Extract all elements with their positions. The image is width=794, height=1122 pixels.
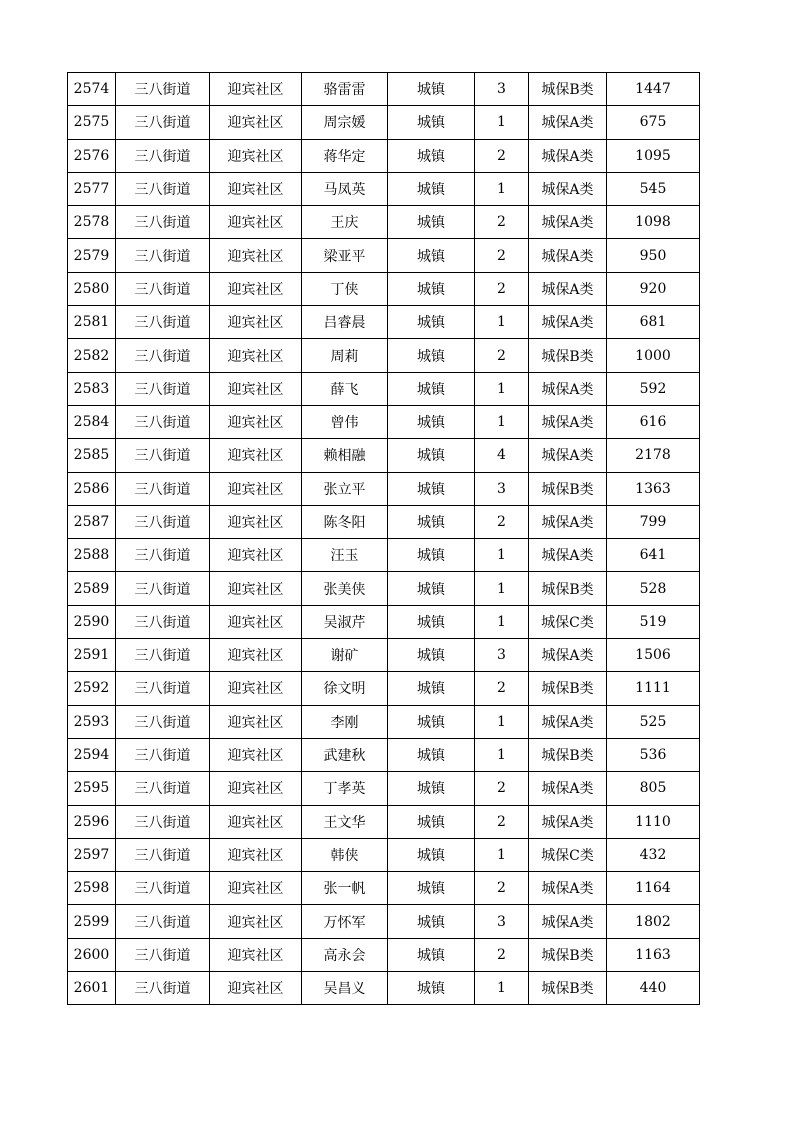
area-type-cell: 城镇 [388,306,475,339]
table-row [68,206,700,239]
amount-cell: 528 [607,572,700,605]
category-cell: 城保B类 [529,472,607,505]
table-row [68,872,700,905]
table-row [68,972,700,1005]
community-cell: 迎宾社区 [210,772,302,805]
category-cell: 城保B类 [529,339,607,372]
community-cell: 迎宾社区 [210,405,302,438]
category-cell: 城保B类 [529,73,607,106]
table-row [68,705,700,738]
household-size-cell: 3 [475,472,529,505]
community-cell: 迎宾社区 [210,872,302,905]
street-cell: 三八街道 [116,705,210,738]
household-size-cell: 2 [475,239,529,272]
table-row [68,239,700,272]
table-row [68,405,700,438]
area-type-cell: 城镇 [388,805,475,838]
row-number-cell: 2597 [68,838,116,871]
street-cell: 三八街道 [116,972,210,1005]
category-cell: 城保A类 [529,306,607,339]
household-size-cell: 2 [475,272,529,305]
area-type-cell: 城镇 [388,106,475,139]
area-type-cell: 城镇 [388,73,475,106]
community-cell: 迎宾社区 [210,306,302,339]
row-number-cell: 2595 [68,772,116,805]
street-cell: 三八街道 [116,206,210,239]
household-size-cell: 1 [475,738,529,771]
name-cell: 王庆 [302,206,388,239]
area-type-cell: 城镇 [388,738,475,771]
household-size-cell: 1 [475,539,529,572]
name-cell: 张美侠 [302,572,388,605]
category-cell: 城保A类 [529,505,607,538]
street-cell: 三八街道 [116,805,210,838]
community-cell: 迎宾社区 [210,472,302,505]
household-size-cell: 1 [475,106,529,139]
amount-cell: 440 [607,972,700,1005]
row-number-cell: 2578 [68,206,116,239]
name-cell: 丁侠 [302,272,388,305]
table-row [68,605,700,638]
name-cell: 汪玉 [302,539,388,572]
category-cell: 城保A类 [529,405,607,438]
amount-cell: 1110 [607,805,700,838]
street-cell: 三八街道 [116,505,210,538]
name-cell: 韩侠 [302,838,388,871]
street-cell: 三八街道 [116,772,210,805]
category-cell: 城保B类 [529,738,607,771]
row-number-cell: 2599 [68,905,116,938]
name-cell: 骆雷雷 [302,73,388,106]
category-cell: 城保A类 [529,372,607,405]
area-type-cell: 城镇 [388,838,475,871]
name-cell: 曾伟 [302,405,388,438]
row-number-cell: 2588 [68,539,116,572]
household-size-cell: 2 [475,339,529,372]
street-cell: 三八街道 [116,639,210,672]
area-type-cell: 城镇 [388,272,475,305]
area-type-cell: 城镇 [388,139,475,172]
household-size-cell: 3 [475,639,529,672]
row-number-cell: 2598 [68,872,116,905]
household-size-cell: 3 [475,73,529,106]
row-number-cell: 2579 [68,239,116,272]
table-row [68,73,700,106]
amount-cell: 1095 [607,139,700,172]
name-cell: 王文华 [302,805,388,838]
row-number-cell: 2590 [68,605,116,638]
name-cell: 武建秋 [302,738,388,771]
community-cell: 迎宾社区 [210,239,302,272]
row-number-cell: 2593 [68,705,116,738]
household-size-cell: 1 [475,172,529,205]
community-cell: 迎宾社区 [210,372,302,405]
household-size-cell: 1 [475,372,529,405]
table-row [68,639,700,672]
row-number-cell: 2577 [68,172,116,205]
category-cell: 城保A类 [529,239,607,272]
name-cell: 马凤英 [302,172,388,205]
community-cell: 迎宾社区 [210,505,302,538]
row-number-cell: 2601 [68,972,116,1005]
street-cell: 三八街道 [116,838,210,871]
name-cell: 吕睿晨 [302,306,388,339]
table-row [68,139,700,172]
household-size-cell: 2 [475,938,529,971]
household-size-cell: 4 [475,439,529,472]
household-size-cell: 1 [475,572,529,605]
street-cell: 三八街道 [116,872,210,905]
street-cell: 三八街道 [116,172,210,205]
street-cell: 三八街道 [116,738,210,771]
community-cell: 迎宾社区 [210,73,302,106]
document-page [67,72,700,1005]
street-cell: 三八街道 [116,372,210,405]
community-cell: 迎宾社区 [210,339,302,372]
table-row [68,272,700,305]
category-cell: 城保A类 [529,539,607,572]
amount-cell: 799 [607,505,700,538]
area-type-cell: 城镇 [388,938,475,971]
amount-cell: 1163 [607,938,700,971]
household-size-cell: 1 [475,705,529,738]
table-row [68,472,700,505]
amount-cell: 1802 [607,905,700,938]
amount-cell: 681 [607,306,700,339]
community-cell: 迎宾社区 [210,139,302,172]
household-size-cell: 1 [475,306,529,339]
category-cell: 城保A类 [529,139,607,172]
category-cell: 城保A类 [529,206,607,239]
community-cell: 迎宾社区 [210,539,302,572]
community-cell: 迎宾社区 [210,905,302,938]
area-type-cell: 城镇 [388,705,475,738]
community-cell: 迎宾社区 [210,972,302,1005]
community-cell: 迎宾社区 [210,439,302,472]
row-number-cell: 2575 [68,106,116,139]
category-cell: 城保A类 [529,172,607,205]
category-cell: 城保C类 [529,605,607,638]
area-type-cell: 城镇 [388,472,475,505]
street-cell: 三八街道 [116,306,210,339]
community-cell: 迎宾社区 [210,938,302,971]
name-cell: 高永会 [302,938,388,971]
row-number-cell: 2574 [68,73,116,106]
table-row [68,505,700,538]
area-type-cell: 城镇 [388,206,475,239]
table-row [68,572,700,605]
name-cell: 张立平 [302,472,388,505]
household-size-cell: 2 [475,872,529,905]
community-cell: 迎宾社区 [210,106,302,139]
row-number-cell: 2587 [68,505,116,538]
row-number-cell: 2581 [68,306,116,339]
street-cell: 三八街道 [116,605,210,638]
household-size-cell: 1 [475,405,529,438]
amount-cell: 641 [607,539,700,572]
area-type-cell: 城镇 [388,572,475,605]
amount-cell: 1164 [607,872,700,905]
name-cell: 蒋华定 [302,139,388,172]
street-cell: 三八街道 [116,405,210,438]
amount-cell: 1000 [607,339,700,372]
amount-cell: 536 [607,738,700,771]
row-number-cell: 2576 [68,139,116,172]
area-type-cell: 城镇 [388,872,475,905]
area-type-cell: 城镇 [388,239,475,272]
category-cell: 城保A类 [529,272,607,305]
amount-cell: 2178 [607,439,700,472]
community-cell: 迎宾社区 [210,172,302,205]
area-type-cell: 城镇 [388,605,475,638]
table-row [68,372,700,405]
street-cell: 三八街道 [116,339,210,372]
row-number-cell: 2582 [68,339,116,372]
row-number-cell: 2600 [68,938,116,971]
name-cell: 陈冬阳 [302,505,388,538]
row-number-cell: 2592 [68,672,116,705]
category-cell: 城保A类 [529,905,607,938]
amount-cell: 432 [607,838,700,871]
household-size-cell: 2 [475,772,529,805]
category-cell: 城保C类 [529,838,607,871]
street-cell: 三八街道 [116,139,210,172]
street-cell: 三八街道 [116,905,210,938]
name-cell: 周莉 [302,339,388,372]
amount-cell: 1111 [607,672,700,705]
area-type-cell: 城镇 [388,672,475,705]
area-type-cell: 城镇 [388,539,475,572]
amount-cell: 616 [607,405,700,438]
community-cell: 迎宾社区 [210,639,302,672]
name-cell: 丁孝英 [302,772,388,805]
street-cell: 三八街道 [116,106,210,139]
household-size-cell: 2 [475,505,529,538]
household-size-cell: 1 [475,838,529,871]
category-cell: 城保A类 [529,439,607,472]
name-cell: 张一帆 [302,872,388,905]
area-type-cell: 城镇 [388,439,475,472]
area-type-cell: 城镇 [388,372,475,405]
area-type-cell: 城镇 [388,405,475,438]
table-row [68,805,700,838]
area-type-cell: 城镇 [388,905,475,938]
community-cell: 迎宾社区 [210,805,302,838]
name-cell: 吴昌义 [302,972,388,1005]
row-number-cell: 2586 [68,472,116,505]
street-cell: 三八街道 [116,439,210,472]
area-type-cell: 城镇 [388,505,475,538]
amount-cell: 1447 [607,73,700,106]
household-size-cell: 1 [475,605,529,638]
household-size-cell: 2 [475,206,529,239]
street-cell: 三八街道 [116,672,210,705]
row-number-cell: 2591 [68,639,116,672]
category-cell: 城保A类 [529,805,607,838]
community-cell: 迎宾社区 [210,206,302,239]
amount-cell: 519 [607,605,700,638]
household-size-cell: 1 [475,972,529,1005]
category-cell: 城保A类 [529,872,607,905]
name-cell: 万怀军 [302,905,388,938]
table-row [68,772,700,805]
category-cell: 城保B类 [529,938,607,971]
category-cell: 城保B类 [529,972,607,1005]
amount-cell: 1363 [607,472,700,505]
table-row [68,339,700,372]
amount-cell: 950 [607,239,700,272]
name-cell: 梁亚平 [302,239,388,272]
table-row [68,672,700,705]
amount-cell: 805 [607,772,700,805]
amount-cell: 1506 [607,639,700,672]
area-type-cell: 城镇 [388,972,475,1005]
category-cell: 城保B类 [529,672,607,705]
name-cell: 薛飞 [302,372,388,405]
household-size-cell: 2 [475,672,529,705]
table-body [68,73,700,1005]
category-cell: 城保A类 [529,106,607,139]
street-cell: 三八街道 [116,472,210,505]
area-type-cell: 城镇 [388,639,475,672]
street-cell: 三八街道 [116,73,210,106]
area-type-cell: 城镇 [388,339,475,372]
name-cell: 赖相融 [302,439,388,472]
category-cell: 城保A类 [529,772,607,805]
community-cell: 迎宾社区 [210,838,302,871]
area-type-cell: 城镇 [388,772,475,805]
community-cell: 迎宾社区 [210,738,302,771]
amount-cell: 525 [607,705,700,738]
name-cell: 徐文明 [302,672,388,705]
name-cell: 周宗媛 [302,106,388,139]
amount-cell: 1098 [607,206,700,239]
table-row [68,738,700,771]
row-number-cell: 2596 [68,805,116,838]
household-size-cell: 2 [475,139,529,172]
community-cell: 迎宾社区 [210,605,302,638]
table-row [68,838,700,871]
street-cell: 三八街道 [116,239,210,272]
name-cell: 谢矿 [302,639,388,672]
row-number-cell: 2585 [68,439,116,472]
street-cell: 三八街道 [116,272,210,305]
table-row [68,905,700,938]
table-row [68,172,700,205]
name-cell: 李刚 [302,705,388,738]
category-cell: 城保A类 [529,639,607,672]
household-size-cell: 3 [475,905,529,938]
community-cell: 迎宾社区 [210,705,302,738]
amount-cell: 592 [607,372,700,405]
row-number-cell: 2584 [68,405,116,438]
area-type-cell: 城镇 [388,172,475,205]
community-cell: 迎宾社区 [210,572,302,605]
data-table [67,72,700,1005]
street-cell: 三八街道 [116,572,210,605]
amount-cell: 920 [607,272,700,305]
amount-cell: 675 [607,106,700,139]
street-cell: 三八街道 [116,938,210,971]
table-row [68,539,700,572]
amount-cell: 545 [607,172,700,205]
table-row [68,439,700,472]
street-cell: 三八街道 [116,539,210,572]
row-number-cell: 2589 [68,572,116,605]
row-number-cell: 2583 [68,372,116,405]
row-number-cell: 2580 [68,272,116,305]
category-cell: 城保A类 [529,705,607,738]
row-number-cell: 2594 [68,738,116,771]
name-cell: 吴淑芹 [302,605,388,638]
community-cell: 迎宾社区 [210,272,302,305]
household-size-cell: 2 [475,805,529,838]
category-cell: 城保B类 [529,572,607,605]
table-row [68,938,700,971]
table-row [68,106,700,139]
table-row [68,306,700,339]
community-cell: 迎宾社区 [210,672,302,705]
